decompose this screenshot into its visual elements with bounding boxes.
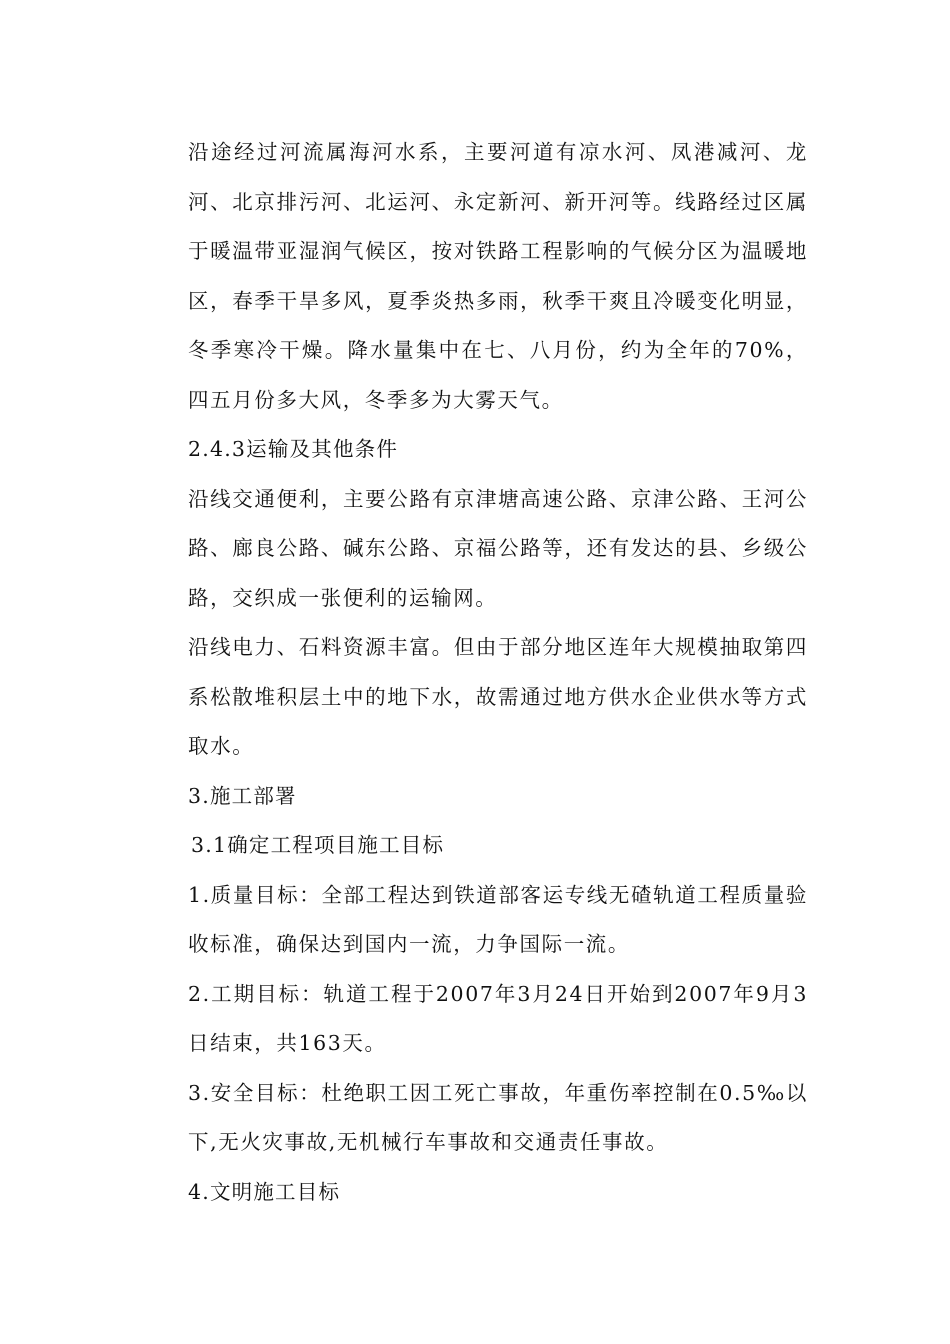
- paragraph-resources: 沿线电力、石料资源丰富。但由于部分地区连年大规模抽取第四系松散堆积层土中的地下水，故需通过地方供水企业供水等方式取水。: [188, 635, 808, 758]
- section-heading-deployment: 3.施工部署: [188, 783, 297, 808]
- paragraph-safety-target: 3.安全目标：杜绝职工因工死亡事故，年重伤率控制在0.5‰以下,无火灾事故,无机械行车事故和交通责任事故。: [188, 1080, 808, 1154]
- section-heading-targets: 3.1确定工程项目施工目标: [191, 833, 445, 857]
- document-body: [188, 128, 808, 1217]
- paragraph-quality-target: 1.质量目标：全部工程达到铁道部客运专线无碴轨道工程质量验收标准，确保达到国内一流，力争国际一流。: [188, 882, 808, 956]
- paragraph-rivers-climate: 沿途经过河流属海河水系，主要河道有凉水河、凤港减河、龙河、北京排污河、北运河、永定新河、新开河等。线路经过区属于暖温带亚湿润气候区，按对铁路工程影响的气候分区为温暖地区，春季干旱多风，夏季炎热多雨，秋季干爽且冷暖变化明显，冬季寒冷干燥。降水量集中在七、八月份，约为全年的70%，四五月份多大风，冬季多为大雾天气。: [188, 140, 808, 412]
- paragraph-schedule-target: 2.工期目标：轨道工程于2007年3月24日开始到2007年9月3日结束，共163天。: [188, 981, 808, 1055]
- paragraph-transport: 沿线交通便利，主要公路有京津塘高速公路、京津公路、王河公路、廊良公路、碱东公路、京福公路等，还有发达的县、乡级公路，交织成一张便利的运输网。: [188, 486, 808, 610]
- section-heading-civilized-construction: 4.文明施工目标: [188, 1179, 341, 1204]
- section-heading-transport: 2.4.3运输及其他条件: [188, 437, 399, 461]
